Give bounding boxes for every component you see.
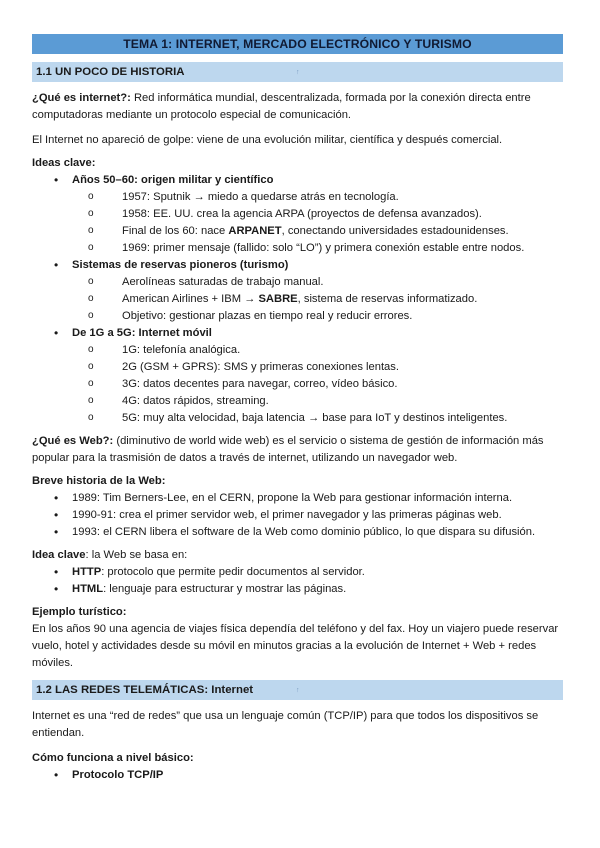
- anchor-mark: ↑: [296, 69, 300, 76]
- list-item: • Años 50–60: origen militar y científico: [32, 172, 563, 189]
- term-label: ¿Qué es Web?:: [32, 435, 114, 447]
- web-basis-list: [32, 564, 563, 598]
- list-subitem: o 1958: EE. UU. crea la agencia ARPA (proyectos de defensa avanzados).: [32, 206, 563, 223]
- list-subitem: o Objetivo: gestionar plazas en tiempo real y reducir errores.: [32, 308, 563, 325]
- list-item: • HTTP: protocolo que permite pedir documentos al servidor.: [32, 564, 563, 581]
- list-subitem: o 1957: Sputnik → miedo a quedarse atrás en tecnología.: [32, 189, 563, 206]
- list-subitem: o American Airlines + IBM → SABRE, sistema de reservas informatizado.: [32, 291, 563, 308]
- term-definition: (diminutivo de world wide web) es el servicio o sistema de gestión de información más popular para la trasmisión de datos a través de internet, utilizando un navegador web.: [32, 435, 544, 464]
- list-subitem: o Aerolíneas saturadas de trabajo manual.: [32, 274, 563, 291]
- historia-web-list: [32, 490, 563, 541]
- list-item: • 1989: Tim Berners-Lee, en el CERN, propone la Web para gestionar información interna.: [32, 490, 563, 507]
- ejemplo-label: Ejemplo turístico:: [32, 606, 127, 618]
- section-heading-text: 1.2 LAS REDES TELEMÁTICAS: Internet: [36, 684, 254, 696]
- como-funciona-list: [32, 767, 563, 784]
- historia-web-label: Breve historia de la Web:: [32, 475, 166, 487]
- paragraph-red-de-redes: Internet es una “red de redes” que usa un lenguaje común (TCP/IP) para que todos los dispositivos se entiendan.: [32, 710, 539, 739]
- ejemplo-text: En los años 90 una agencia de viajes física dependía del teléfono y del fax. Hoy un viajero puede reservar vuelo, hotel y actividades desde su móvil en minutos gracias a la evolución de Internet + Web + redes móviles.: [32, 623, 559, 669]
- list-item: • 1993: el CERN libera el software de la Web como dominio público, lo que dispara su difusión.: [32, 524, 563, 541]
- paragraph-que-es-internet: [32, 90, 563, 124]
- section-heading-text: 1.1 UN POCO DE HISTORIA: [36, 66, 185, 78]
- idea-clave-web: Idea clave: la Web se basa en:: [32, 549, 188, 561]
- list-item: • Protocolo TCP/IP: [32, 767, 563, 784]
- document-page: [32, 34, 563, 784]
- anchor-mark: ↑: [296, 687, 300, 694]
- section-heading-redes: [32, 680, 563, 700]
- list-subitem: o 4G: datos rápidos, streaming.: [32, 393, 563, 410]
- paragraph-evolucion: El Internet no apareció de golpe: viene de una evolución militar, científica y después comercial.: [32, 134, 503, 146]
- ideas-clave-label: Ideas clave:: [32, 157, 96, 169]
- list-item: • Sistemas de reservas pioneros (turismo): [32, 257, 563, 274]
- list-subitem: o Final de los 60: nace ARPANET, conectando universidades estadounidenses.: [32, 223, 563, 240]
- list-subitem: o 2G (GSM + GPRS): SMS y primeras conexiones lentas.: [32, 359, 563, 376]
- ideas-clave-list: [32, 172, 563, 427]
- list-item: • De 1G a 5G: Internet móvil: [32, 325, 563, 342]
- document-title: TEMA 1: INTERNET, MERCADO ELECTRÓNICO Y TURISMO: [32, 34, 563, 54]
- list-subitem: o 5G: muy alta velocidad, baja latencia → base para IoT y destinos inteligentes.: [32, 410, 563, 427]
- list-item: • 1990-91: crea el primer servidor web, el primer navegador y las primeras páginas web.: [32, 507, 563, 524]
- paragraph-que-es-web: [32, 433, 563, 467]
- list-subitem: o 1G: telefonía analógica.: [32, 342, 563, 359]
- como-funciona-label: Cómo funciona a nivel básico:: [32, 752, 194, 764]
- term-label: ¿Qué es internet?:: [32, 92, 131, 104]
- list-subitem: o 3G: datos decentes para navegar, correo, vídeo básico.: [32, 376, 563, 393]
- list-subitem: o 1969: primer mensaje (fallido: solo “LO”) y primera conexión estable entre nodos.: [32, 240, 563, 257]
- list-item: • HTML: lenguaje para estructurar y mostrar las páginas.: [32, 581, 563, 598]
- term-definition: Red informática mundial, descentralizada, formada por la conexión directa entre computadoras mediante un protocolo especial de comunicación.: [32, 92, 531, 121]
- section-heading-historia: [32, 62, 563, 82]
